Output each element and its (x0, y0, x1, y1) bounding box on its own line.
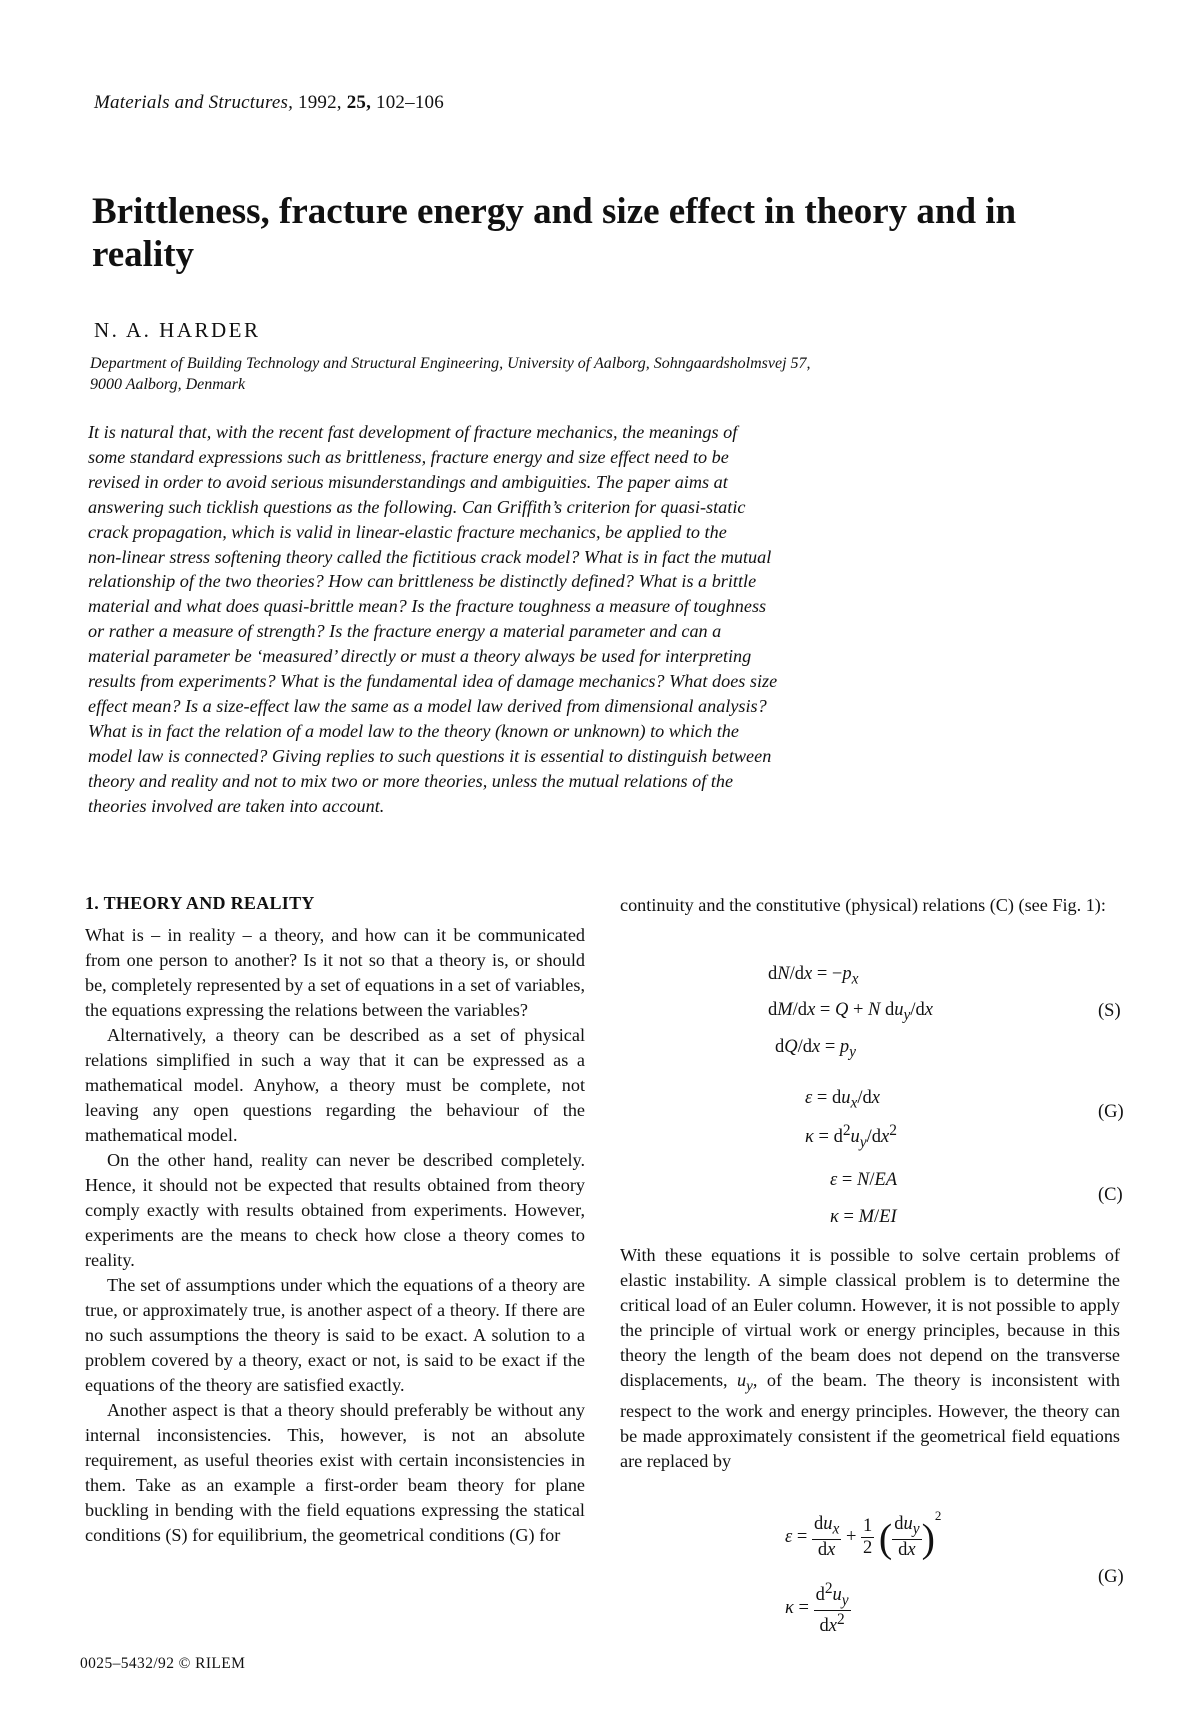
abstract-line: answering such ticklish questions as the following. Can Griffith’s criterion for quasi-static (88, 496, 746, 517)
equation-g-nonlinear-1: ε = $\frac{du_x}{dx}$ + $\frac{1}{2}$ ( $\frac{du_y}{dx}$ )$^2$ (785, 1508, 942, 1561)
abstract-line: non-linear stress softening theory called the fictitious crack model? What is in fact the mutual (88, 546, 772, 567)
equation-tag: (S) (1098, 1001, 1121, 1021)
paragraph: The set of assumptions under which the equations of a theory are true, or approximately true, is another aspect of a theory. If there are no such assumptions the theory is said to be exact. A solution to a problem covered by a theory, exact or not, is said to be exact if the equations of the theory are satisfied exactly. (85, 1275, 585, 1395)
abstract-line: results from experiments? What is the fundamental idea of damage mechanics? What does size (88, 671, 778, 692)
journal-citation: Materials and Structures, 1992, 25, 102–106 (94, 92, 444, 113)
abstract-line: theory and reality and not to mix two or more theories, unless the mutual relations of the (88, 770, 734, 791)
equation-s2: dM/dx = Q + N $du_y/dx$ (768, 1000, 933, 1024)
abstract-line: some standard expressions such as brittleness, fracture energy and size effect need to be (88, 446, 729, 467)
paragraph: Alternatively, a theory can be described as a set of physical relations simplified in such a way that it can be expressed as a mathematical model. Anyhow, a theory must be complete, not leaving any open questions regarding the behaviour of the mathematical model. (85, 1025, 585, 1145)
paragraph: With these equations it is possible to solve certain problems of elastic instability. A simple classical problem is to determine the critical load of an Euler column. However, it is not possible to apply the principle of virtual work or energy principles, because in this theory the length of the beam does not depend on the transverse displacements, $u_y$, of the beam. The theory is inconsistent with respect to the work and energy principles. However, the theory can be made approximately consistent if the geometrical field equations are replaced by (620, 1245, 1120, 1471)
abstract-line: material parameter be ‘measured’ directly or must a theory always be used for interpreting (88, 646, 752, 667)
author-name: N. A. HARDER (94, 318, 261, 342)
paragraph: continuity and the constitutive (physical) relations (C) (see Fig. 1): (620, 895, 1106, 915)
abstract-line: model law is connected? Giving replies to such questions it is essential to distinguish between (88, 745, 772, 766)
equation-tag: (G) (1098, 1567, 1124, 1587)
affiliation-line: 9000 Aalborg, Denmark (90, 376, 246, 393)
abstract-line: What is in fact the relation of a model law to the theory (known or unknown) to which the (88, 720, 739, 741)
equation-c1: ε = N/EA (830, 1170, 898, 1190)
abstract-line: effect mean? Is a size-effect law the same as a model law derived from dimensional analysis? (88, 695, 767, 716)
abstract-line: crack propagation, which is valid in linear-elastic fracture mechanics, be applied to the (88, 521, 727, 542)
equation-s3: $dQ/dx = p_y$ (775, 1037, 857, 1061)
abstract-line: or rather a measure of strength? Is the fracture energy a material parameter and can a (88, 621, 722, 642)
left-column (85, 893, 585, 1548)
abstract-line: revised in order to avoid serious misunderstandings and ambiguities. The paper aims at (88, 471, 728, 492)
equation-tag: (G) (1098, 1102, 1124, 1122)
equation-g-nonlinear-2: κ = $\frac{d^2u_y}{dx^2}$ (785, 1580, 849, 1636)
equation-g2: $\kappa = d^2u_y/dx^2$ (805, 1122, 897, 1151)
paragraph: On the other hand, reality can never be described completely. Hence, it should not be expected that results obtained from theory comply exactly with results obtained from experiments. However, experiments are the means to check how close a theory comes to reality. (85, 1150, 585, 1270)
section-heading: 1. THEORY AND REALITY (85, 893, 315, 913)
affiliation-line: Department of Building Technology and Structural Engineering, University of Aalborg, Sohngaardsholmsvej 57, (90, 355, 811, 372)
abstract-line: material and what does quasi-brittle mean? Is the fracture toughness a measure of toughness (88, 596, 767, 617)
abstract-line: theories involved are taken into account. (88, 795, 385, 816)
equation-s1: $dN/dx = -p_x$ (768, 964, 859, 988)
equation-tag: (C) (1098, 1185, 1123, 1205)
abstract (88, 420, 928, 819)
abstract-line: relationship of the two theories? How can brittleness be distinctly defined? What is a brittle (88, 571, 757, 592)
affiliation (90, 353, 990, 395)
right-column (620, 893, 1120, 918)
paper-title: Brittleness, fracture energy and size effect in theory and in reality (92, 191, 1017, 275)
equation-c2: κ = M/EI (830, 1207, 897, 1227)
paragraph: What is – in reality – a theory, and how can it be communicated from one person to another? Is it not so that a theory is, or should be, completely represented by a set of equations in a set of variables, the equations expressing the relations between the variables? (85, 925, 585, 1020)
paragraph: Another aspect is that a theory should preferably be without any internal inconsistencies. This, however, is not an absolute requirement, as useful theories exist with certain inconsistencies in them. Take as an example a first-order beam theory for plane buckling in bending with the field equations expressing the statical conditions (S) for equilibrium, the geometrical conditions (G) for (85, 1400, 585, 1545)
equation-g1: $\varepsilon = du_x/dx$ (805, 1088, 880, 1112)
copyright-footer: 0025–5432/92 © RILEM (80, 1655, 246, 1672)
abstract-line: It is natural that, with the recent fast development of fracture mechanics, the meanings of (88, 422, 738, 442)
